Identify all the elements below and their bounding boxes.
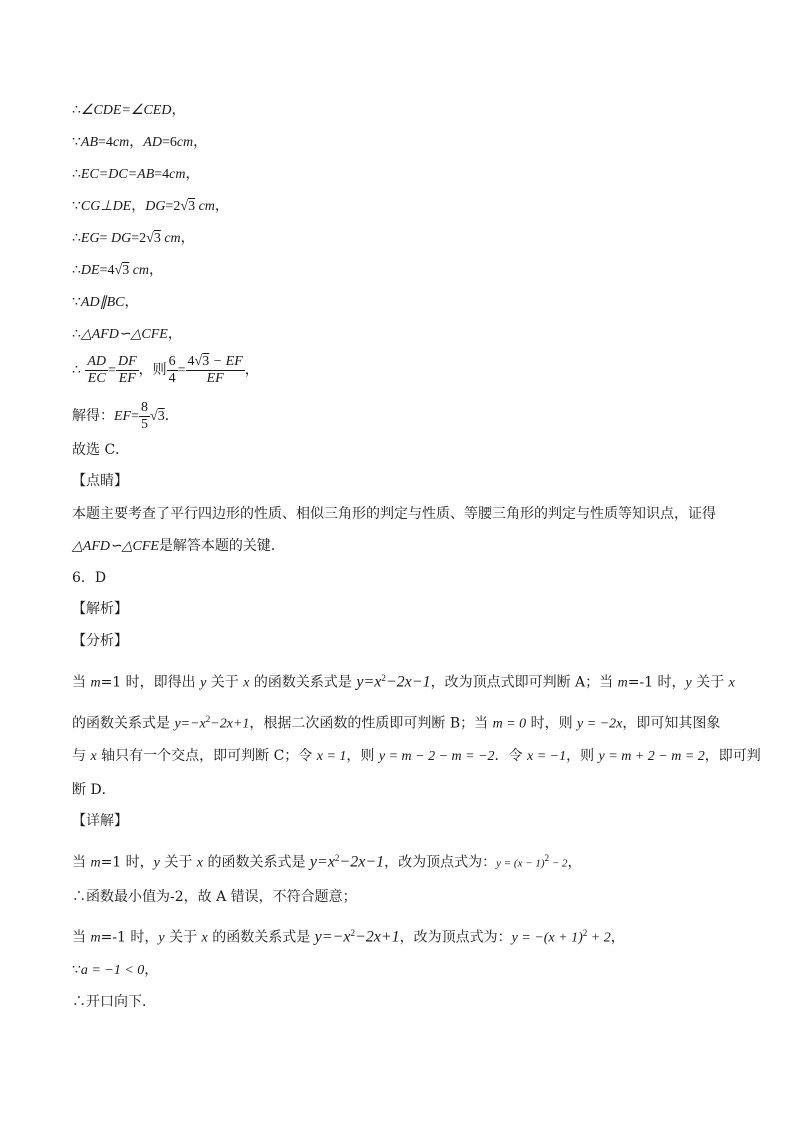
- step-line-2: [72, 133, 207, 152]
- fraction-df-ef: [116, 354, 139, 387]
- punct: ．: [164, 408, 179, 424]
- math-unit: cm: [176, 135, 194, 150]
- math-var: y: [158, 930, 165, 946]
- step-line-4: [72, 197, 229, 216]
- exponent: 2: [582, 928, 588, 938]
- math-expr: ∠CDE=∠CED: [80, 103, 172, 118]
- text: =-1 时，: [627, 674, 686, 691]
- math-num: =4: [154, 167, 170, 182]
- text: 关于: [164, 929, 202, 946]
- math-expr: CG⊥DE: [80, 199, 132, 214]
- math-expr: − EF: [209, 353, 243, 369]
- text: 的函数关系式是: [203, 854, 310, 871]
- radicand: 3: [157, 409, 165, 424]
- text: ，即可知其图象: [622, 715, 721, 732]
- detail-line-5: ∴开口向下．: [72, 994, 156, 1010]
- punct: ，: [171, 102, 186, 118]
- text: 关于: [206, 674, 244, 691]
- math-expr: y=−x: [174, 716, 206, 732]
- text: ，改为顶点式为：: [384, 854, 497, 871]
- vertex-form: + 2: [587, 930, 611, 946]
- math-unit: cm: [129, 263, 150, 278]
- math-num: =2: [131, 231, 147, 246]
- therefore-symbol: ∴: [72, 262, 81, 278]
- fraction-numerator: 6: [168, 353, 176, 369]
- text: ，改为顶点式为：: [399, 929, 512, 946]
- math-expr: −2x+1: [210, 716, 250, 732]
- therefore-symbol: ∴: [72, 102, 81, 118]
- math-expr: y=−x: [314, 928, 351, 946]
- math-expr: EC=DC=AB: [80, 167, 155, 182]
- math-var: DG: [145, 199, 166, 214]
- text: 与: [72, 748, 91, 764]
- punct: ，: [610, 929, 625, 946]
- step-line-9: [72, 352, 259, 389]
- analysis-line-2: [72, 710, 720, 734]
- math-expr: △AFD∽△CFE: [72, 539, 159, 554]
- analysis-line-3: [72, 747, 761, 766]
- text: ，即可判: [704, 748, 761, 764]
- text: ，则: [566, 748, 599, 764]
- punct: ，: [149, 262, 164, 278]
- because-symbol: ∵: [72, 198, 81, 214]
- math-var: x: [90, 749, 97, 764]
- text: =1 时，即得出: [100, 674, 201, 691]
- because-symbol: ∵: [72, 962, 81, 978]
- sqrt-sign: √: [114, 263, 123, 278]
- text: 的函数关系式是: [207, 929, 315, 946]
- text: 是解答本题的关键．: [158, 538, 285, 554]
- text: 关于: [159, 854, 197, 871]
- analysis-line-4: 断 D．: [72, 782, 116, 798]
- text: 时，则: [526, 715, 578, 732]
- math-num: =2: [165, 199, 181, 214]
- math-var: m: [90, 675, 101, 691]
- detail-line-4: [72, 961, 158, 980]
- fraction-denominator: 5: [141, 416, 149, 432]
- math-num: =: [99, 231, 111, 246]
- sqrt-sign: √: [150, 409, 158, 424]
- equals: =: [131, 409, 140, 424]
- radicand: 3: [202, 353, 210, 369]
- math-expr: AD∥BC: [80, 295, 125, 310]
- text: 关于: [691, 674, 729, 691]
- step-line-8: [72, 325, 182, 344]
- punct: ，: [193, 134, 208, 150]
- equals: =: [177, 363, 186, 378]
- punct: ，: [180, 230, 195, 246]
- math-var: DE: [80, 263, 100, 278]
- text: 解得：: [72, 408, 114, 424]
- fraction-numerator: DF: [117, 353, 137, 369]
- punct: ，: [124, 294, 139, 310]
- text: =-1 时，: [100, 929, 159, 946]
- math-expr: a = −1 < 0: [80, 963, 145, 978]
- xiangjie-header: 【详解】: [72, 813, 128, 829]
- math-var: m: [90, 855, 101, 871]
- text: ，根据二次函数的性质即可判断 B；当: [249, 715, 493, 732]
- math-var: AD: [143, 135, 162, 150]
- therefore-symbol: ∴: [72, 326, 81, 342]
- radicand: 3: [188, 199, 196, 214]
- fraction-6-4: [167, 354, 178, 387]
- fraction-8-5: [139, 400, 150, 433]
- review-header: 【点睛】: [72, 473, 128, 489]
- therefore-symbol: ∴: [72, 362, 81, 378]
- punct: ，: [244, 362, 259, 378]
- exponent: 2: [381, 673, 386, 683]
- fraction-denominator: EC: [85, 370, 108, 387]
- text: ，则: [346, 748, 379, 764]
- fraction-denominator: EF: [116, 370, 139, 387]
- vertex-form: − 2: [549, 857, 568, 870]
- step-line-6: [72, 261, 163, 280]
- coefficient: 4: [187, 353, 195, 369]
- text: ．令: [494, 748, 527, 764]
- math-unit: cm: [195, 199, 215, 214]
- detail-line-1: [72, 849, 582, 873]
- step-line-5: [72, 229, 195, 248]
- vertex-form: y = −(x + 1): [511, 930, 583, 946]
- math-expr: y = −2x: [577, 716, 623, 732]
- math-num: =4: [99, 263, 115, 278]
- punct: ，: [131, 198, 146, 214]
- math-var: m: [90, 930, 101, 946]
- math-expr: y = m + 2 − m = 2: [598, 749, 705, 764]
- sqrt-sign: √: [146, 231, 154, 246]
- detail-line-3: [72, 924, 625, 948]
- math-expr: x = −1: [526, 749, 567, 764]
- text: =1 时，: [100, 854, 154, 871]
- math-var: EG: [80, 231, 100, 246]
- math-expr: m = 0: [492, 716, 527, 732]
- answer-choice-line: 故选 C．: [72, 442, 130, 458]
- step-line-1: [72, 101, 185, 120]
- question-6-answer: 6．D: [72, 570, 107, 586]
- detail-line-2: ∴函数最小值为-2，故 A 错误，不符合题意；: [72, 889, 357, 905]
- math-unit: cm: [160, 231, 181, 246]
- math-var: x: [243, 675, 250, 691]
- math-var: x: [201, 930, 208, 946]
- math-unit: cm: [112, 135, 130, 150]
- fenxi-header: 【分析】: [72, 633, 128, 649]
- vertex-form: y = (x − 1): [496, 857, 545, 870]
- jiexi-header: 【解析】: [72, 601, 128, 617]
- sqrt-sign: √: [180, 199, 189, 214]
- fraction-4root3-minus-ef: [186, 354, 245, 387]
- math-expr: △AFD∽△CFE: [80, 327, 168, 342]
- fraction-numerator: 8: [141, 399, 149, 415]
- math-expr: y=x: [356, 673, 382, 691]
- math-expr: −2x+1: [354, 928, 400, 946]
- because-symbol: ∵: [72, 134, 81, 150]
- math-num: =6: [161, 135, 177, 150]
- exponent: 2: [334, 853, 340, 863]
- math-num: =4: [98, 135, 113, 150]
- step-line-10: [72, 398, 179, 435]
- punct: ，: [167, 326, 182, 342]
- math-unit: cm: [169, 167, 186, 182]
- fraction-denominator: EF: [186, 370, 245, 387]
- review-line-1: 本题主要考查了平行四边形的性质、相似三角形的判定与性质、等腰三角形的判定与性质等知识点，证得: [72, 506, 716, 522]
- punct: ，: [214, 198, 229, 214]
- analysis-line-1: [72, 669, 735, 693]
- math-var: DG: [111, 231, 132, 246]
- sqrt-sign: √: [194, 353, 203, 369]
- math-expr: y = m − 2 − m = −2: [378, 749, 495, 764]
- math-var: x: [728, 675, 735, 691]
- review-line-2: [72, 537, 285, 556]
- punct: ，: [185, 166, 200, 182]
- punct: ，: [129, 134, 144, 150]
- text: 当: [72, 854, 91, 871]
- text: 当: [72, 929, 91, 946]
- punct: ，: [567, 854, 582, 871]
- math-var: y: [200, 675, 207, 691]
- fraction-denominator: 4: [168, 370, 176, 386]
- radicand: 3: [153, 231, 161, 246]
- step-line-3: [72, 165, 200, 184]
- equals: =: [108, 363, 116, 378]
- math-expr: −2x−1: [385, 673, 431, 691]
- math-var: AB: [80, 135, 99, 150]
- fraction-numerator: AD: [87, 353, 107, 369]
- exponent: 2: [205, 714, 211, 724]
- text: ，改为顶点式即可判断 A；当: [430, 674, 618, 691]
- math-var: EF: [114, 409, 132, 424]
- math-expr: −2x−1: [339, 853, 385, 871]
- math-var: y: [685, 675, 692, 691]
- step-line-7: [72, 293, 138, 312]
- fraction-ad-ec: [85, 354, 108, 387]
- radicand: 3: [122, 263, 130, 278]
- math-expr: y=x: [309, 853, 335, 871]
- text: 当: [72, 674, 91, 691]
- math-expr: x = 1: [316, 749, 347, 764]
- because-symbol: ∵: [72, 294, 81, 310]
- exponent: 2: [544, 853, 550, 863]
- text: 的函数关系式是: [72, 715, 175, 732]
- math-var: y: [153, 855, 160, 871]
- math-var: m: [617, 675, 628, 691]
- text: ，则: [138, 362, 167, 378]
- text: 的函数关系式是: [249, 674, 357, 691]
- math-var: x: [196, 855, 204, 871]
- therefore-symbol: ∴: [72, 230, 81, 246]
- punct: ，: [144, 962, 159, 978]
- exponent: 2: [350, 928, 355, 938]
- text: 轴只有一个交点，即可判断 C；令: [96, 748, 317, 764]
- therefore-symbol: ∴: [72, 166, 81, 182]
